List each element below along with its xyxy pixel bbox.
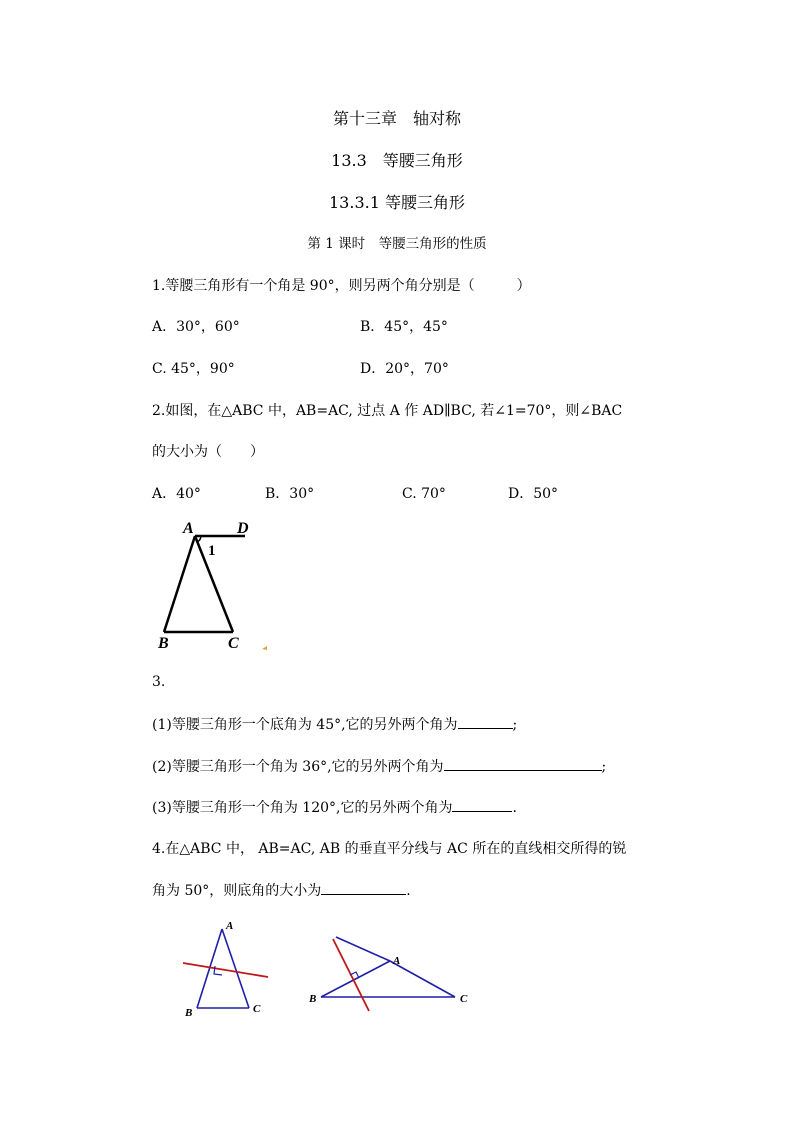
fig1-label-a: A [226, 920, 234, 932]
q2-option-a: A．40° [152, 486, 201, 502]
q2-option-c: C. 70° [402, 486, 446, 502]
q3-sub1-blank[interactable] [458, 715, 513, 729]
subsection-title: 13.3.1 等腰三角形 [329, 193, 465, 212]
fig1-bisector [183, 963, 268, 977]
q2-option-d: D．50° [508, 486, 559, 502]
q3-sub2-blank[interactable] [444, 757, 602, 771]
q2-label-d: D [237, 520, 249, 537]
fig1-line-ac [222, 929, 249, 1008]
q2-stem-line2: 的大小为（ ） [152, 444, 264, 460]
q3-sub2-text: (2)等腰三角形一个角为 36°,它的另外两个角为 [152, 759, 444, 775]
fig2-line-ca-extended [336, 937, 390, 961]
fig2-label-a: A [393, 955, 401, 967]
fig2-line-ab [321, 961, 390, 997]
q4-stem-line1: 4.在△ABC 中， AB=AC, AB 的垂直平分线与 AC 所在的直线相交所得的锐 [152, 841, 627, 857]
q1-stem: 1.等腰三角形有一个角是 90°，则另两个角分别是（ ） [152, 278, 531, 294]
q1-option-c: C. 45°，90° [152, 361, 235, 377]
q2-line-ab [164, 536, 195, 632]
q3-sub1 [152, 715, 517, 734]
q2-label-a: A [183, 520, 194, 537]
q4-stem-line2-text: 角为 50°，则底角的大小为 [152, 883, 322, 899]
q3-sub3-blank[interactable] [452, 798, 512, 812]
q2-figure [150, 515, 290, 655]
q4-blank[interactable] [321, 881, 406, 895]
q3-sub3-end: . [512, 800, 517, 816]
fig1-label-b: B [185, 1007, 193, 1019]
q1-option-a: A．30°，60° [152, 319, 240, 335]
fig2-label-b: B [309, 993, 317, 1005]
q4-stem-line2 [152, 881, 411, 900]
q1-option-b: B．45°，45° [360, 319, 448, 335]
q4-figure-1 [180, 915, 290, 1025]
q3-sub1-end: ; [512, 717, 518, 733]
q3-sub3 [152, 798, 517, 817]
section-title: 13.3 等腰三角形 [331, 151, 463, 170]
fig1-right-angle-mark [214, 966, 222, 975]
q2-orange-mark [262, 646, 267, 650]
q2-stem-line1: 2.如图，在△ABC 中，AB=AC, 过点 A 作 AD∥BC, 若∠1=70°，则∠BAC [152, 403, 623, 419]
q3-sub2 [152, 757, 606, 776]
q3-sub3-text: (3)等腰三角形一个角为 120°,它的另外两个角为 [152, 800, 453, 816]
q2-label-b: B [158, 635, 169, 652]
q2-label-c: C [228, 635, 239, 652]
fig1-label-c: C [253, 1003, 261, 1015]
q1-option-d: D．20°，70° [360, 361, 449, 377]
q3-sub1-text: (1)等腰三角形一个底角为 45°,它的另外两个角为 [152, 717, 458, 733]
q3-sub2-end: ; [601, 759, 607, 775]
q4-stem-end: . [406, 883, 411, 899]
lesson-title: 第 1 课时 等腰三角形的性质 [307, 236, 487, 252]
chapter-title: 第十三章 轴对称 [332, 109, 461, 128]
q2-option-b: B．30° [265, 486, 315, 502]
fig2-label-c: C [460, 993, 468, 1005]
q3-number: 3. [152, 674, 166, 690]
q2-label-angle: 1 [208, 543, 216, 559]
q4-figure-2 [300, 925, 480, 1025]
